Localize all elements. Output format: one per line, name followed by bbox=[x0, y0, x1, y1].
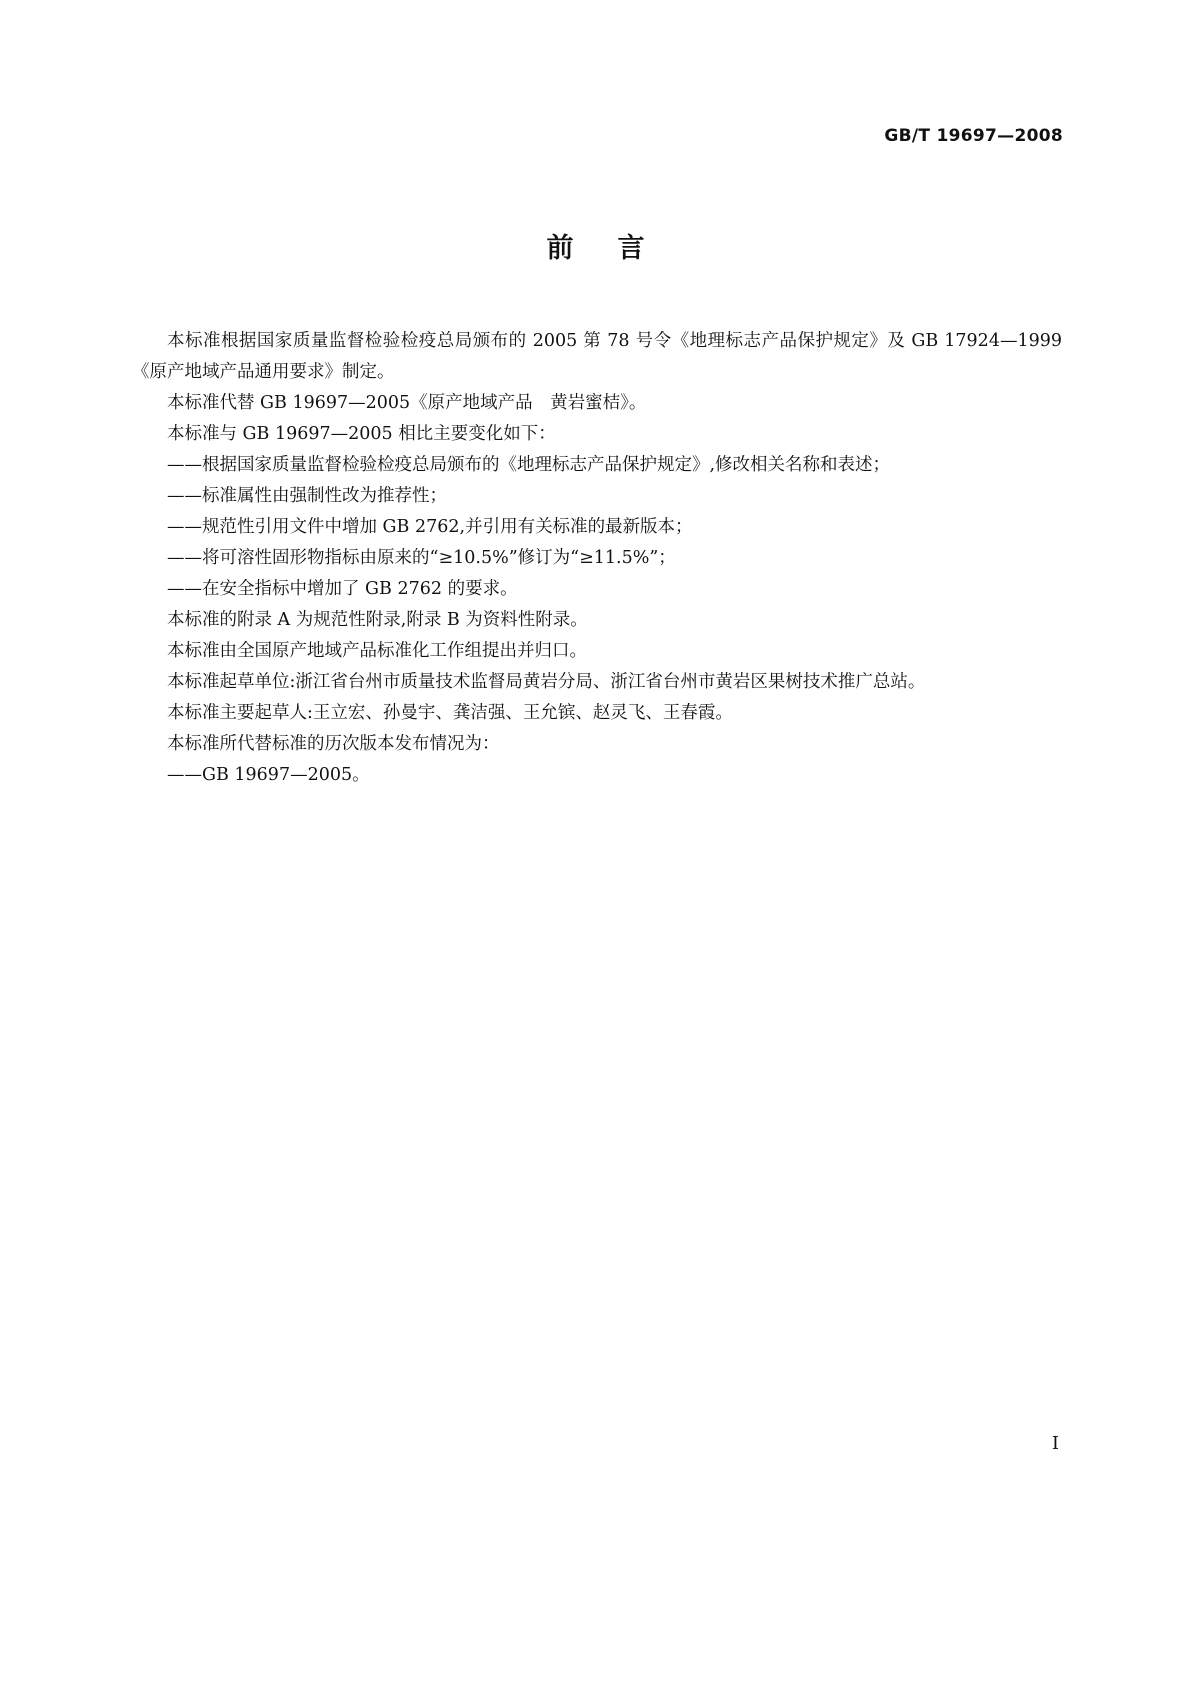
paragraph-history-intro: 本标准所代替标准的历次版本发布情况为： bbox=[167, 734, 500, 754]
paragraph-proposer: 本标准由全国原产地域产品标准化工作组提出并归口。 bbox=[167, 641, 587, 661]
foreword-body bbox=[132, 326, 1062, 791]
change-item: ——将可溶性固形物指标由原来的“≥10.5%”修订为“≥11.5%”； bbox=[167, 548, 676, 568]
standard-code: GB/T 19697—2008 bbox=[884, 126, 1063, 146]
page-title: 前言 bbox=[546, 233, 689, 264]
change-item: ——标准属性由强制性改为推荐性； bbox=[167, 486, 447, 506]
paragraph-drafting-units: 本标准起草单位:浙江省台州市质量技术监督局黄岩分局、浙江省台州市黄岩区果树技术推广总站。 bbox=[167, 672, 926, 692]
paragraph-annexes: 本标准的附录 A 为规范性附录,附录 B 为资料性附录。 bbox=[167, 610, 588, 630]
history-item: ——GB 19697—2005。 bbox=[167, 765, 370, 785]
change-item: ——在安全指标中增加了 GB 2762 的要求。 bbox=[167, 579, 518, 599]
change-item: ——规范性引用文件中增加 GB 2762,并引用有关标准的最新版本； bbox=[167, 517, 693, 537]
paragraph-changes-intro: 本标准与 GB 19697—2005 相比主要变化如下： bbox=[167, 424, 556, 444]
paragraph-replaces: 本标准代替 GB 19697—2005《原产地域产品 黄岩蜜桔》。 bbox=[167, 393, 647, 413]
page-number: I bbox=[1051, 1433, 1059, 1454]
change-item: ——根据国家质量监督检验检疫总局颁布的《地理标志产品保护规定》,修改相关名称和表述； bbox=[167, 455, 891, 475]
paragraph-drafters: 本标准主要起草人:王立宏、孙曼宇、龚洁强、王允镔、赵灵飞、王春霞。 bbox=[167, 703, 733, 723]
paragraph-basis: 本标准根据国家质量监督检验检疫总局颁布的 2005 第 78 号令《地理标志产品保护规定》及 GB 17924—1999《原产地域产品通用要求》制定。 bbox=[132, 331, 1062, 382]
